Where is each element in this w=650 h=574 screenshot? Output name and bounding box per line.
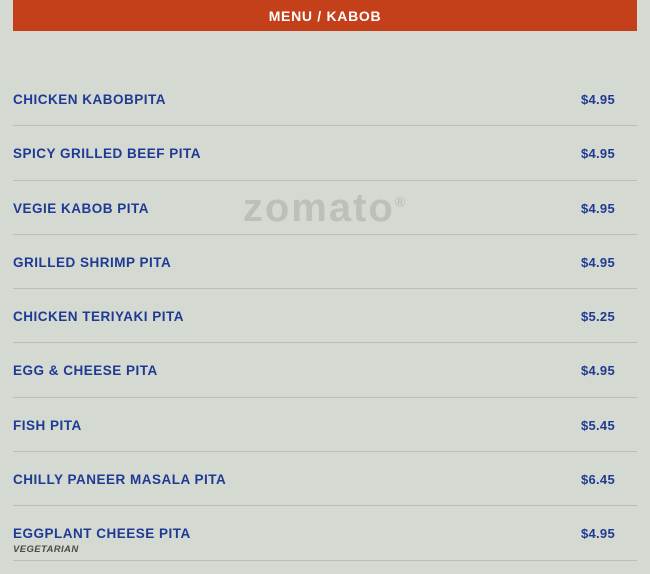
menu-item-price: $4.95 — [580, 92, 615, 107]
menu-item-row — [13, 289, 637, 343]
menu-item-name: CHILLY PANEER MASALA PITA — [13, 472, 227, 488]
menu-item-price: $4.95 — [580, 254, 615, 270]
menu-item-name: VEGIE KABOB PITA — [13, 200, 150, 216]
menu-item-row — [13, 398, 637, 452]
menu-item-name: GRILLED SHRIMP PITA — [13, 254, 172, 270]
menu-item-info — [13, 255, 171, 270]
menu-item-tag: VEGETARIAN — [13, 544, 79, 556]
menu-item-info — [13, 146, 201, 161]
menu-item-info — [13, 418, 82, 433]
watermark-mark: ® — [394, 193, 408, 210]
menu-item-price: $4.95 — [580, 146, 615, 162]
menu-item-row — [13, 343, 637, 397]
page-title: MENU / KABOB — [268, 7, 382, 24]
menu-item-list — [13, 72, 637, 561]
menu-item-info — [13, 526, 191, 555]
menu-item-price: $6.45 — [580, 472, 615, 488]
menu-item-info — [13, 309, 184, 324]
menu-item-row — [13, 72, 637, 126]
menu-item-name: EGGPLANT CHEESE PITA — [13, 526, 191, 542]
menu-item-name: EGG & CHEESE PITA — [13, 363, 158, 379]
menu-item-info — [13, 363, 158, 378]
menu-item-row — [13, 506, 637, 560]
menu-item-price: $5.25 — [580, 309, 615, 325]
menu-item-info — [13, 472, 226, 487]
menu-item-name: SPICY GRILLED BEEF PITA — [13, 146, 202, 162]
menu-item-info — [13, 92, 166, 107]
menu-item-row — [13, 126, 637, 180]
menu-item-info — [13, 201, 149, 216]
menu-item-name: CHICKEN TERIYAKI PITA — [13, 309, 185, 325]
menu-item-row — [13, 181, 637, 235]
menu-header-bar — [13, 0, 637, 31]
menu-item-name: CHICKEN KABOBPITA — [13, 92, 166, 107]
menu-item-price: $4.95 — [580, 200, 615, 216]
menu-item-price: $4.95 — [580, 363, 615, 379]
menu-item-row — [13, 235, 637, 289]
watermark-text: zomato — [242, 186, 395, 230]
menu-item-price: $5.45 — [580, 417, 615, 433]
menu-item-price: $4.95 — [580, 526, 615, 542]
menu-item-name: FISH PITA — [13, 417, 82, 433]
menu-item-row — [13, 452, 637, 506]
